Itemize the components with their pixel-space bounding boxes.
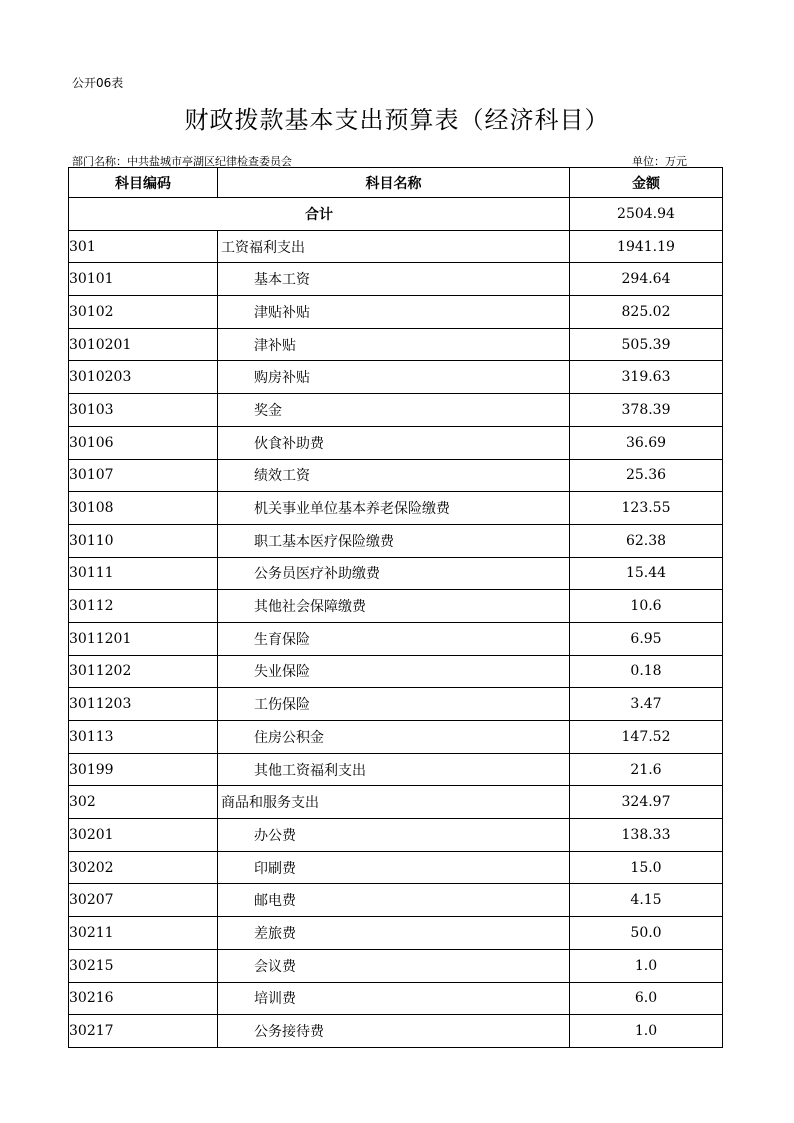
row-name: 失业保险 xyxy=(218,655,570,688)
table-row xyxy=(69,688,723,721)
row-name: 培训费 xyxy=(218,982,570,1015)
row-amount: 1941.19 xyxy=(570,230,723,263)
table-row xyxy=(69,590,723,623)
table-row xyxy=(69,786,723,819)
row-name: 办公费 xyxy=(218,819,570,852)
row-name: 公务接待费 xyxy=(218,1015,570,1048)
total-label: 合计 xyxy=(69,198,570,231)
row-name: 津补贴 xyxy=(218,328,570,361)
table-row xyxy=(69,394,723,427)
row-amount: 3.47 xyxy=(570,688,723,721)
row-amount: 15.0 xyxy=(570,851,723,884)
table-row xyxy=(69,1015,723,1048)
table-row xyxy=(69,524,723,557)
row-amount: 319.63 xyxy=(570,361,723,394)
row-amount: 25.36 xyxy=(570,459,723,492)
row-amount: 1.0 xyxy=(570,949,723,982)
row-amount: 10.6 xyxy=(570,590,723,623)
budget-table xyxy=(68,167,723,1048)
row-name: 工伤保险 xyxy=(218,688,570,721)
table-row xyxy=(69,557,723,590)
row-code: 30102 xyxy=(69,296,218,329)
table-row xyxy=(69,884,723,917)
row-code: 30101 xyxy=(69,263,218,296)
row-amount: 36.69 xyxy=(570,426,723,459)
row-amount: 0.18 xyxy=(570,655,723,688)
table-row xyxy=(69,492,723,525)
row-name: 公务员医疗补助缴费 xyxy=(218,557,570,590)
row-code: 30113 xyxy=(69,721,218,754)
row-name: 基本工资 xyxy=(218,263,570,296)
row-name: 职工基本医疗保险缴费 xyxy=(218,524,570,557)
table-row xyxy=(69,459,723,492)
row-amount: 62.38 xyxy=(570,524,723,557)
table-row xyxy=(69,296,723,329)
row-code: 30207 xyxy=(69,884,218,917)
total-amount: 2504.94 xyxy=(570,198,723,231)
row-code: 30217 xyxy=(69,1015,218,1048)
row-name: 机关事业单位基本养老保险缴费 xyxy=(218,492,570,525)
table-row xyxy=(69,982,723,1015)
table-row xyxy=(69,753,723,786)
row-amount: 6.0 xyxy=(570,982,723,1015)
row-code: 30199 xyxy=(69,753,218,786)
row-code: 3011201 xyxy=(69,622,218,655)
row-name: 差旅费 xyxy=(218,917,570,950)
row-code: 30111 xyxy=(69,557,218,590)
table-row xyxy=(69,361,723,394)
row-name: 购房补贴 xyxy=(218,361,570,394)
table-row xyxy=(69,426,723,459)
table-row xyxy=(69,230,723,263)
table-row xyxy=(69,328,723,361)
table-row xyxy=(69,622,723,655)
row-name: 津贴补贴 xyxy=(218,296,570,329)
table-row xyxy=(69,721,723,754)
row-amount: 1.0 xyxy=(570,1015,723,1048)
row-amount: 378.39 xyxy=(570,394,723,427)
row-amount: 147.52 xyxy=(570,721,723,754)
row-code: 30110 xyxy=(69,524,218,557)
table-body xyxy=(69,198,723,1048)
table-row xyxy=(69,917,723,950)
table-row xyxy=(69,851,723,884)
table-header xyxy=(69,168,723,198)
header-code: 科目编码 xyxy=(69,168,218,198)
row-code: 30106 xyxy=(69,426,218,459)
row-amount: 138.33 xyxy=(570,819,723,852)
row-amount: 4.15 xyxy=(570,884,723,917)
table-row xyxy=(69,949,723,982)
row-amount: 324.97 xyxy=(570,786,723,819)
row-code: 3010203 xyxy=(69,361,218,394)
row-name: 会议费 xyxy=(218,949,570,982)
row-amount: 123.55 xyxy=(570,492,723,525)
row-name: 商品和服务支出 xyxy=(218,786,570,819)
row-name: 生育保险 xyxy=(218,622,570,655)
header-row xyxy=(69,168,723,198)
table-row xyxy=(69,263,723,296)
row-name: 绩效工资 xyxy=(218,459,570,492)
row-amount: 21.6 xyxy=(570,753,723,786)
row-code: 30112 xyxy=(69,590,218,623)
table-row xyxy=(69,655,723,688)
document-title: 财政拨款基本支出预算表（经济科目） xyxy=(184,106,610,134)
total-row xyxy=(69,198,723,231)
row-amount: 50.0 xyxy=(570,917,723,950)
department-label: 部门名称：中共盐城市亭湖区纪律检查委员会 xyxy=(72,155,292,168)
row-code: 302 xyxy=(69,786,218,819)
row-code: 3011203 xyxy=(69,688,218,721)
header-amount: 金额 xyxy=(570,168,723,198)
row-code: 3010201 xyxy=(69,328,218,361)
row-code: 3011202 xyxy=(69,655,218,688)
row-name: 奖金 xyxy=(218,394,570,427)
row-code: 301 xyxy=(69,230,218,263)
row-amount: 15.44 xyxy=(570,557,723,590)
form-number: 公开06表 xyxy=(72,76,124,90)
row-name: 邮电费 xyxy=(218,884,570,917)
row-name: 印刷费 xyxy=(218,851,570,884)
row-amount: 294.64 xyxy=(570,263,723,296)
row-code: 30211 xyxy=(69,917,218,950)
row-code: 30107 xyxy=(69,459,218,492)
row-name: 住房公积金 xyxy=(218,721,570,754)
row-code: 30215 xyxy=(69,949,218,982)
row-name: 其他工资福利支出 xyxy=(218,753,570,786)
row-code: 30108 xyxy=(69,492,218,525)
row-name: 其他社会保障缴费 xyxy=(218,590,570,623)
row-code: 30202 xyxy=(69,851,218,884)
row-name: 伙食补助费 xyxy=(218,426,570,459)
row-name: 工资福利支出 xyxy=(218,230,570,263)
row-code: 30216 xyxy=(69,982,218,1015)
header-name: 科目名称 xyxy=(218,168,570,198)
row-amount: 6.95 xyxy=(570,622,723,655)
table-row xyxy=(69,819,723,852)
unit-label: 单位：万元 xyxy=(632,155,687,168)
row-code: 30201 xyxy=(69,819,218,852)
row-amount: 505.39 xyxy=(570,328,723,361)
row-code: 30103 xyxy=(69,394,218,427)
row-amount: 825.02 xyxy=(570,296,723,329)
